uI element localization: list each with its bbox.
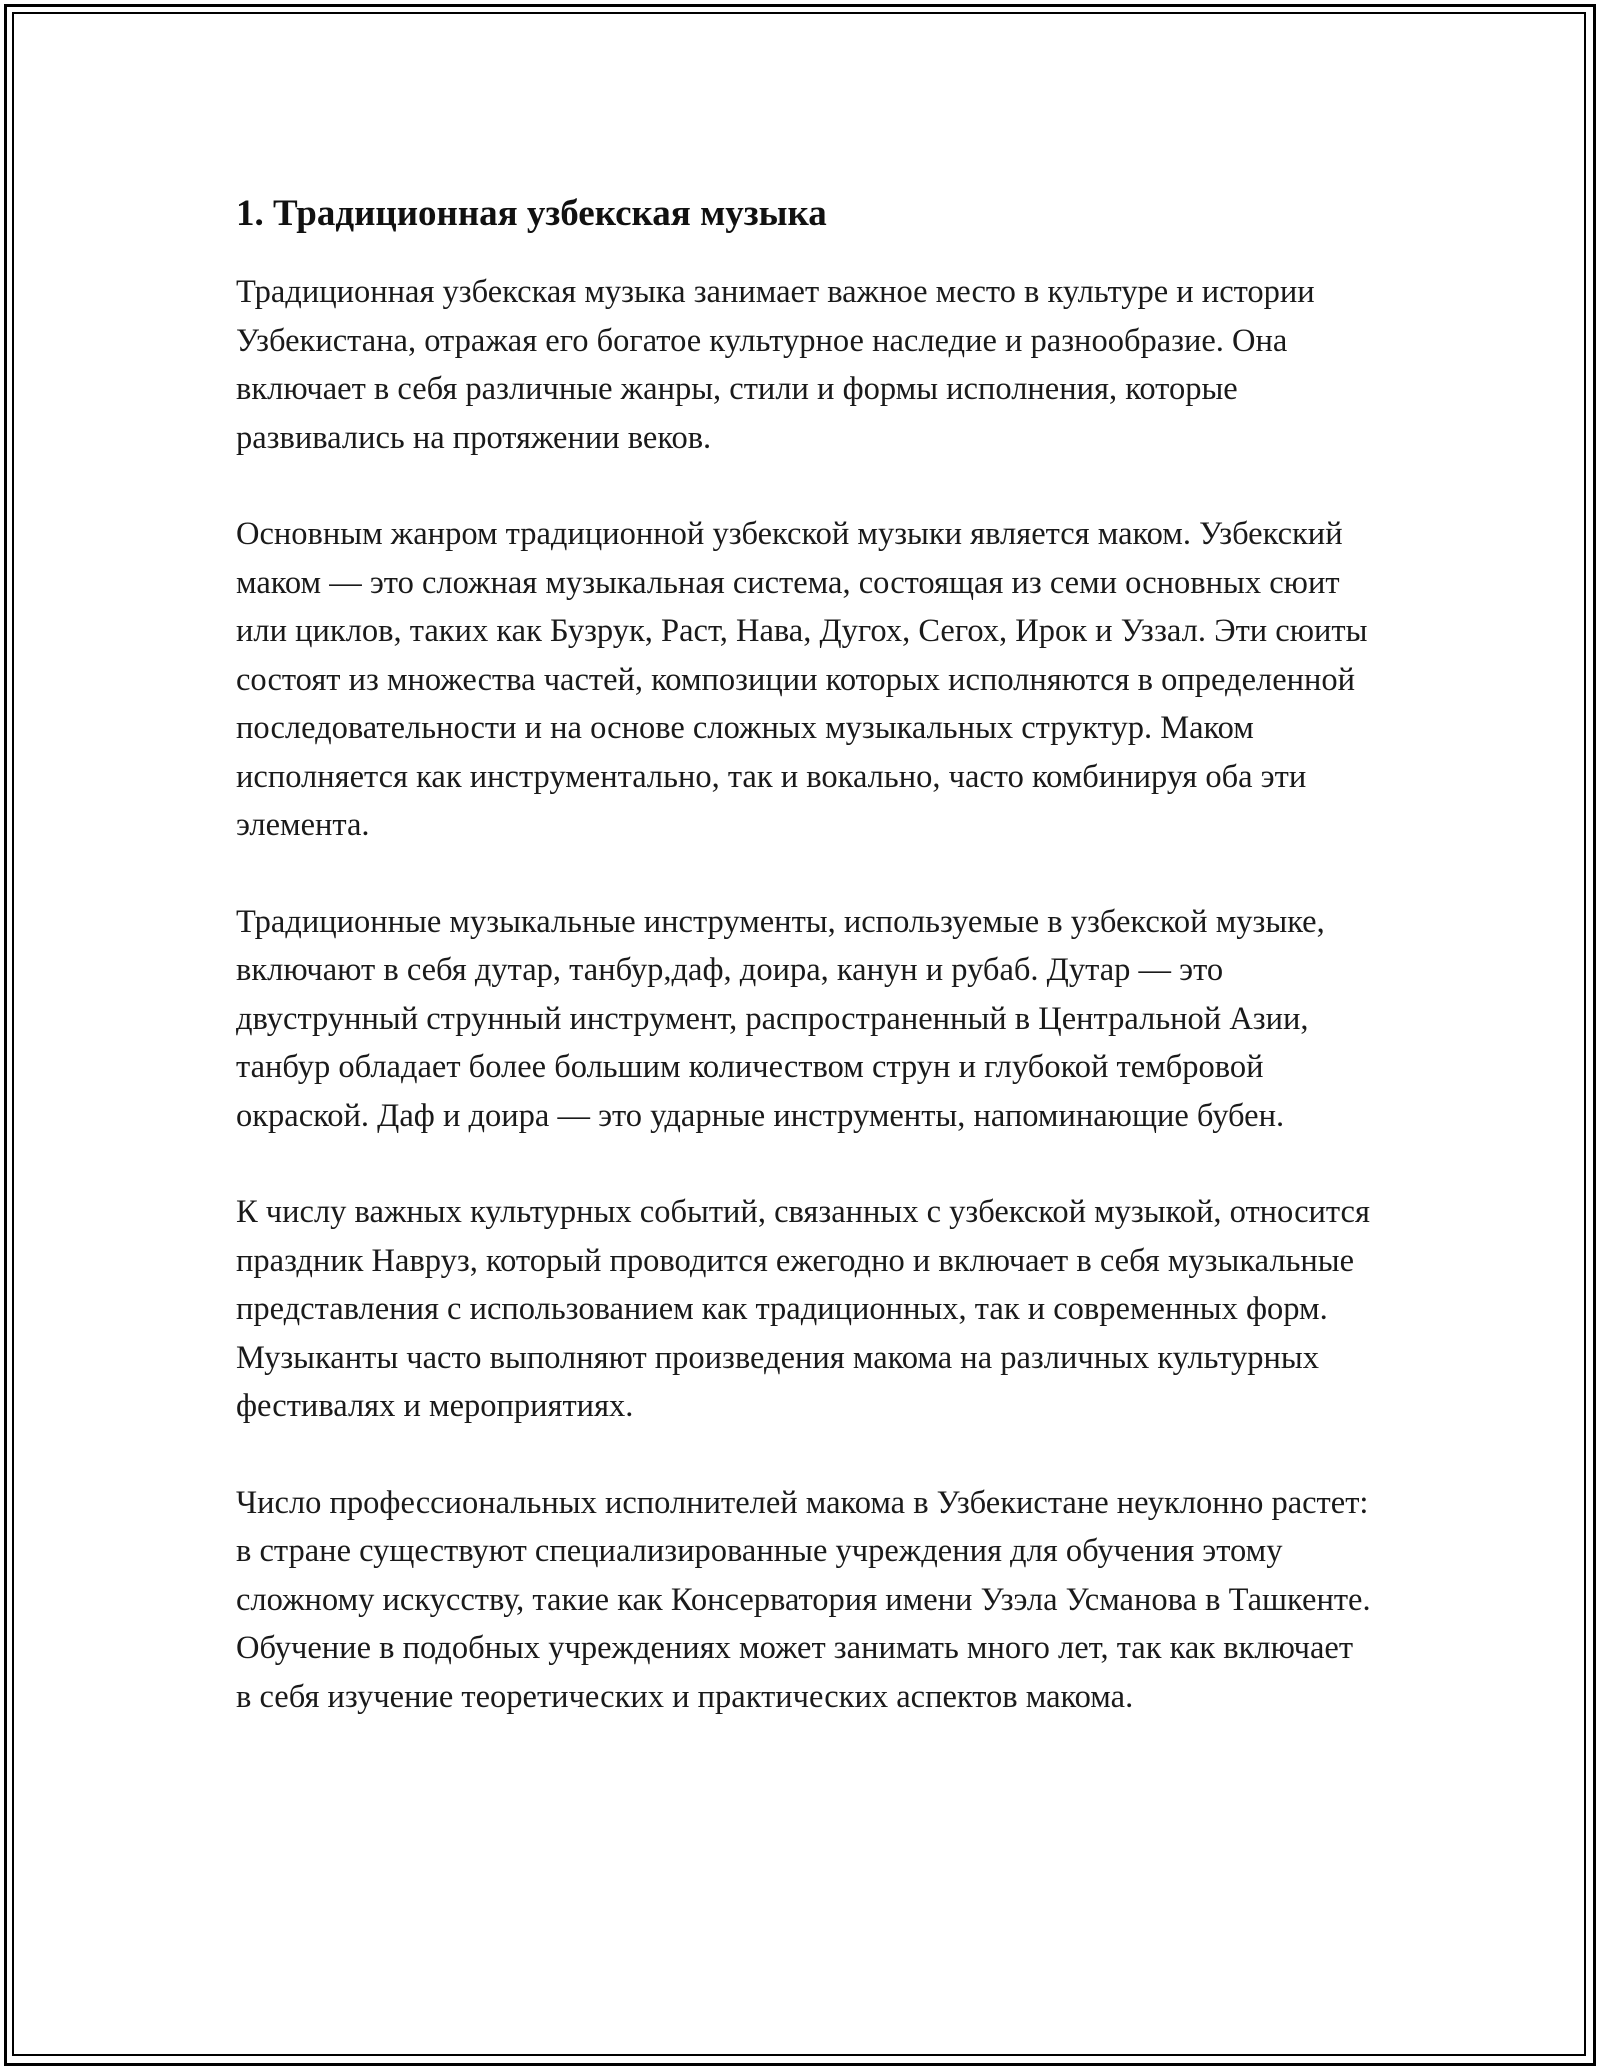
section-heading: 1. Традиционная узбекская музыка (236, 193, 827, 234)
paragraph-events: К числу важных культурных событий, связанных с узбекской музыкой, относится праздник Навруз, который проводится ежегодно и включает в себя музыкальные представления с использованием как традиционных, так и современных форм. Музыканты часто выполняют произведения макома на различных культурных фестивалях и мероприятиях. (236, 1194, 1370, 1424)
paragraph-maqom: Основным жанром традиционной узбекской музыки является маком. Узбекский маком — это сложная музыкальная система, состоящая из семи основных сюит или циклов, таких как Бузрук, Раст, Нава, Дугох, Сегох, Ирок и Уззал. Эти сюиты состоят из множества частей, композиции которых исполняются в определенной последовательности и на основе сложных музыкальных структур. Маком исполняется как инструментально, так и вокально, часто комбинируя оба эти элемента. (236, 516, 1368, 843)
paragraph-performers: Число профессиональных исполнителей макома в Узбекистане неуклонно растет: в стране существуют специализированные учреждения для обучения этому сложному искусству, такие как Консерватория имени Узэла Усманова в Ташкенте. Обучение в подобных учреждениях может занимать много лет, так как включает в себя изучение теоретических и практических аспектов макома. (236, 1484, 1371, 1715)
document-body (236, 186, 1376, 1769)
paragraph-intro: Традиционная узбекская музыка занимает важное место в культуре и истории Узбекистана, отражая его богатое культурное наследие и разнообразие. Она включает в себя различные жанры, стили и формы исполнения, которые развивались на протяжении веков. (236, 274, 1315, 456)
paragraph-instruments: Традиционные музыкальные инструменты, используемые в узбекской музыке, включают в себя дутар, танбур,даф, доира, канун и рубаб. Дутар — это двуструнный струнный инструмент, распространенный в Центральной Азии, танбур обладает более большим количеством струн и глубокой тембровой окраской. Даф и доира — это ударные инструменты, напоминающие бубен. (236, 903, 1325, 1134)
